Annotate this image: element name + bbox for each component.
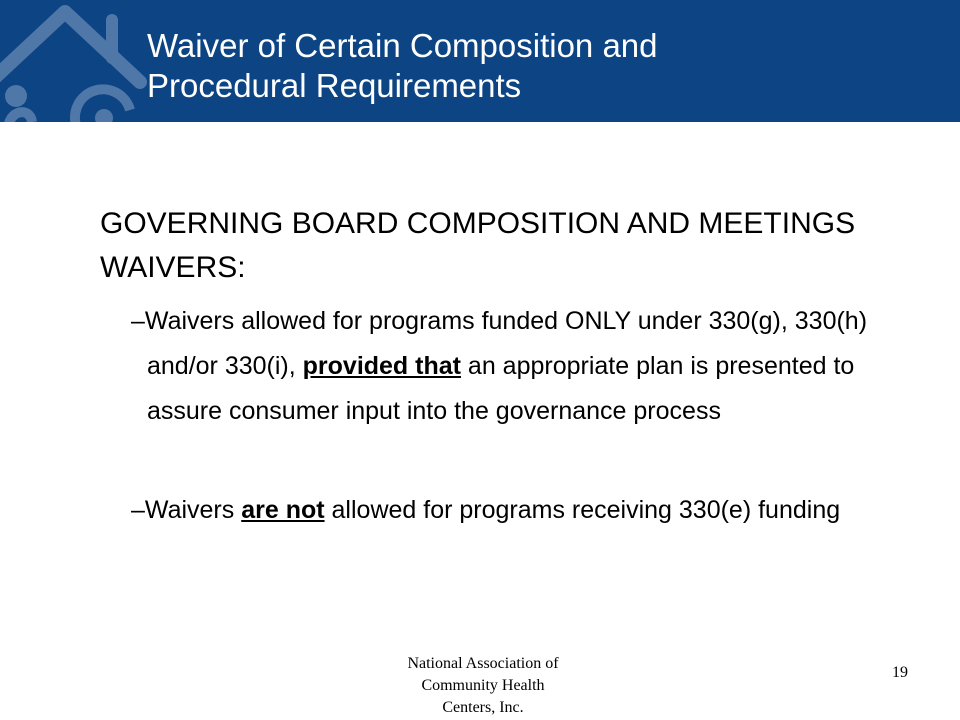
bullet-text: an appropriate plan is presented to assure consumer input into the governance process [147, 352, 855, 425]
page-number: 19 [892, 664, 908, 681]
bullet-text: allowed for programs receiving 330(e) funding [324, 496, 841, 524]
bullet-text: –Waivers [131, 496, 242, 524]
slide-title-line-2: Procedural Requirements [147, 67, 522, 104]
bullet-text: –Waivers allowed for programs funded ONLY under 330(g), 330(h) and/or 330(i), [131, 307, 868, 380]
bullet-emphasis: are not [241, 496, 325, 524]
bullet-item [131, 488, 917, 533]
house-logo-watermark-icon [0, 0, 150, 122]
footer-line: National Association of [407, 655, 559, 672]
footer-line: Centers, Inc. [442, 699, 524, 716]
slide-title [147, 26, 658, 106]
slide-title-line-1: Waiver of Certain Composition and [147, 27, 658, 64]
footer-line: Community Health [421, 677, 545, 694]
footer-organization [388, 653, 578, 719]
section-heading: GOVERNING BOARD COMPOSITION AND MEETINGS WAIVERS: [100, 207, 856, 284]
slide-header [0, 0, 960, 122]
bullet-emphasis: provided that [302, 352, 461, 380]
bullet-item [131, 299, 917, 434]
